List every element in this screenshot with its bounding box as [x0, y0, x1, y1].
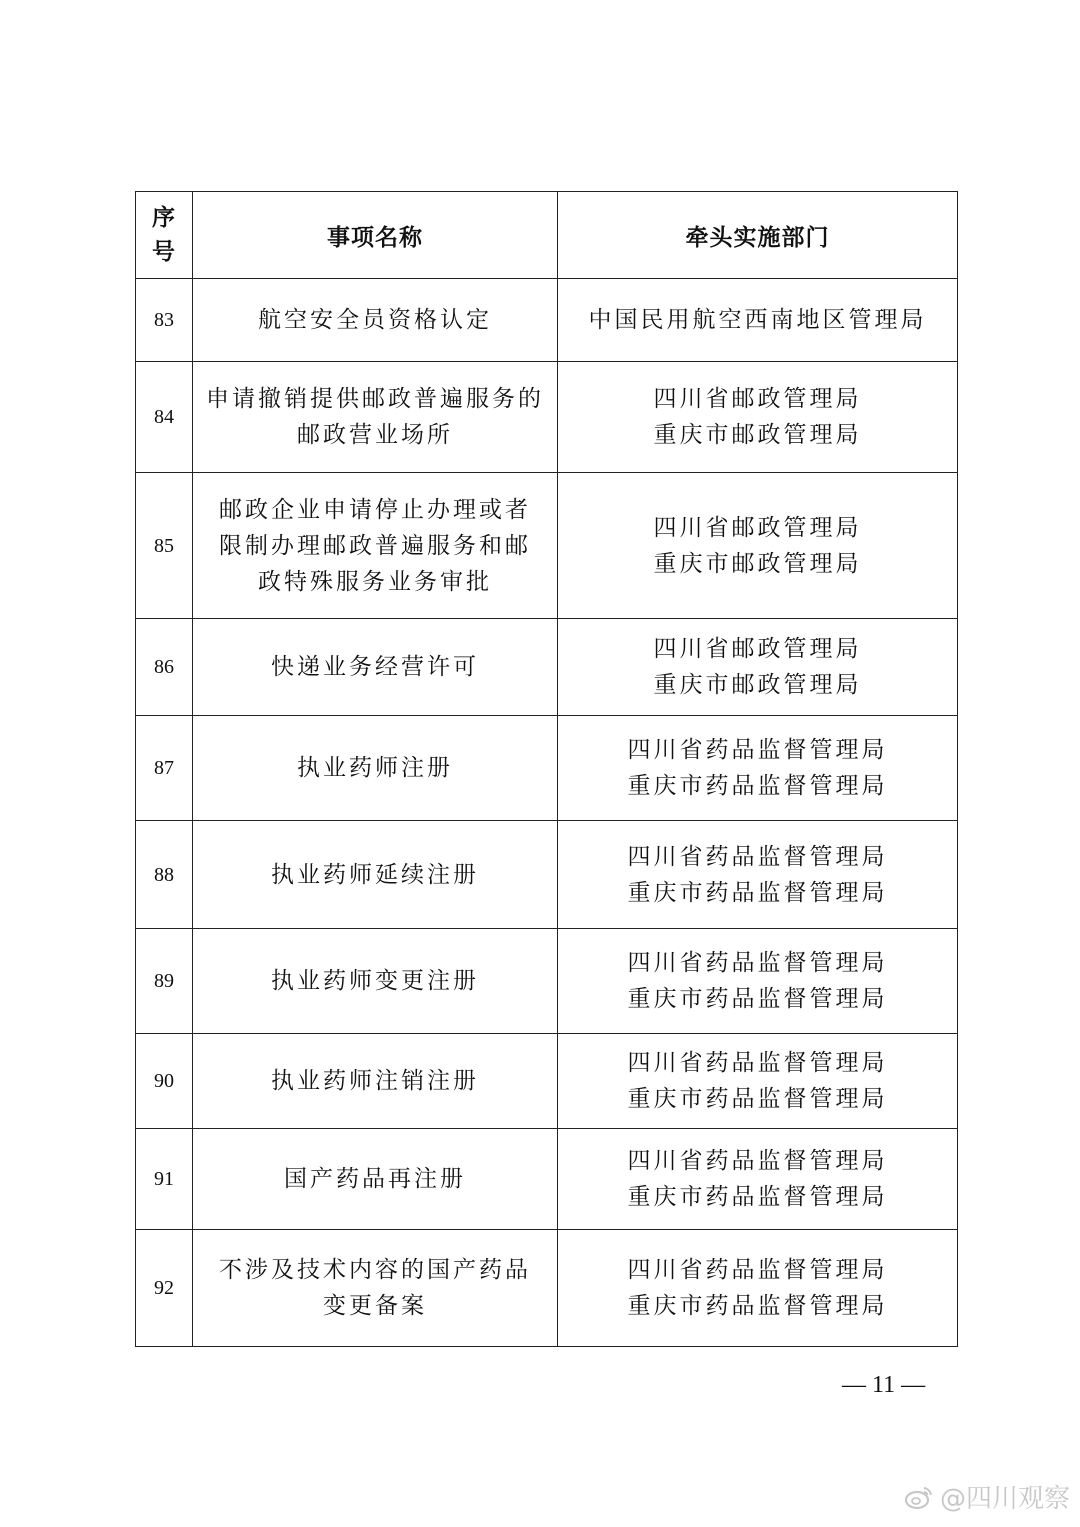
row-number: 85 — [136, 473, 193, 619]
row-lead-department — [558, 716, 958, 821]
department-line: 四川省药品监督管理局 — [627, 950, 888, 976]
item-name-line: 申请撤销提供邮政普遍服务的 — [206, 386, 544, 412]
watermark-text: @四川观察 — [939, 1484, 1070, 1514]
department-line: 四川省药品监督管理局 — [627, 843, 888, 870]
header-seq — [136, 192, 193, 279]
department-line: 四川省邮政管理局 — [653, 386, 862, 412]
item-name-line: 航空安全员资格认定 — [258, 307, 492, 333]
department-line: 重庆市邮政管理局 — [653, 550, 862, 577]
table-body — [136, 279, 958, 1347]
table-row — [136, 1034, 958, 1129]
row-item-name — [193, 716, 558, 821]
row-item-name — [193, 1230, 558, 1347]
row-lead-department — [558, 619, 958, 716]
table-row — [136, 929, 958, 1034]
table-row — [136, 1129, 958, 1230]
row-item-name — [193, 821, 558, 929]
item-name-line: 国产药品再注册 — [284, 1166, 466, 1192]
row-lead-department — [558, 1129, 958, 1230]
department-line: 四川省药品监督管理局 — [627, 1257, 888, 1283]
item-name-line: 不涉及技术内容的国产药品 — [219, 1257, 531, 1283]
item-name-line: 邮政企业申请停止办理或者 — [219, 496, 531, 523]
item-name-line: 变更备案 — [323, 1293, 427, 1319]
header-lead-department: 牵头实施部门 — [558, 192, 958, 279]
department-line: 重庆市邮政管理局 — [653, 672, 862, 698]
item-name-line: 限制办理邮政普遍服务和邮 — [219, 532, 531, 559]
row-lead-department — [558, 362, 958, 473]
department-line: 四川省药品监督管理局 — [627, 1148, 888, 1174]
department-line: 四川省邮政管理局 — [653, 636, 862, 662]
item-name-line: 执业药师变更注册 — [271, 968, 479, 994]
header-seq-bottom: 号 — [152, 239, 176, 265]
department-line: 重庆市药品监督管理局 — [627, 1184, 888, 1210]
row-number: 89 — [136, 929, 193, 1034]
department-line: 重庆市药品监督管理局 — [627, 773, 888, 799]
item-name-line: 执业药师注册 — [297, 755, 453, 781]
weibo-icon — [904, 1484, 934, 1510]
table-header-row — [136, 192, 958, 279]
row-number: 83 — [136, 279, 193, 362]
row-number: 87 — [136, 716, 193, 821]
department-line: 重庆市药品监督管理局 — [627, 879, 888, 906]
department-line: 四川省药品监督管理局 — [627, 737, 888, 763]
row-lead-department — [558, 473, 958, 619]
header-seq-top: 序 — [152, 205, 176, 231]
row-number: 90 — [136, 1034, 193, 1129]
row-lead-department — [558, 821, 958, 929]
row-lead-department — [558, 1034, 958, 1129]
item-name-line: 执业药师延续注册 — [271, 861, 479, 888]
watermark — [904, 1478, 1070, 1515]
department-line: 中国民用航空西南地区管理局 — [588, 307, 927, 333]
header-item-name: 事项名称 — [193, 192, 558, 279]
page-number: — 11 — — [842, 1372, 926, 1398]
table-row — [136, 362, 958, 473]
row-lead-department — [558, 1230, 958, 1347]
items-table — [135, 191, 958, 1347]
row-number: 91 — [136, 1129, 193, 1230]
row-item-name — [193, 1034, 558, 1129]
table-row — [136, 619, 958, 716]
row-number: 84 — [136, 362, 193, 473]
table-row — [136, 473, 958, 619]
department-line: 四川省邮政管理局 — [653, 514, 862, 541]
department-line: 重庆市邮政管理局 — [653, 422, 862, 448]
table-row — [136, 716, 958, 821]
row-number: 86 — [136, 619, 193, 716]
row-lead-department — [558, 279, 958, 362]
department-line: 重庆市药品监督管理局 — [627, 1293, 888, 1319]
row-item-name — [193, 279, 558, 362]
department-line: 四川省药品监督管理局 — [627, 1050, 888, 1076]
department-line: 重庆市药品监督管理局 — [627, 1086, 888, 1112]
table-row — [136, 279, 958, 362]
row-item-name — [193, 929, 558, 1034]
row-number: 88 — [136, 821, 193, 929]
item-name-line: 执业药师注销注册 — [271, 1068, 479, 1094]
row-item-name — [193, 362, 558, 473]
item-name-line: 政特殊服务业务审批 — [258, 568, 492, 595]
item-name-line: 快递业务经营许可 — [271, 654, 479, 680]
row-item-name — [193, 473, 558, 619]
table-row — [136, 1230, 958, 1347]
table-row — [136, 821, 958, 929]
row-number: 92 — [136, 1230, 193, 1347]
row-lead-department — [558, 929, 958, 1034]
item-name-line: 邮政营业场所 — [297, 422, 453, 448]
department-line: 重庆市药品监督管理局 — [627, 986, 888, 1012]
row-item-name — [193, 619, 558, 716]
row-item-name — [193, 1129, 558, 1230]
